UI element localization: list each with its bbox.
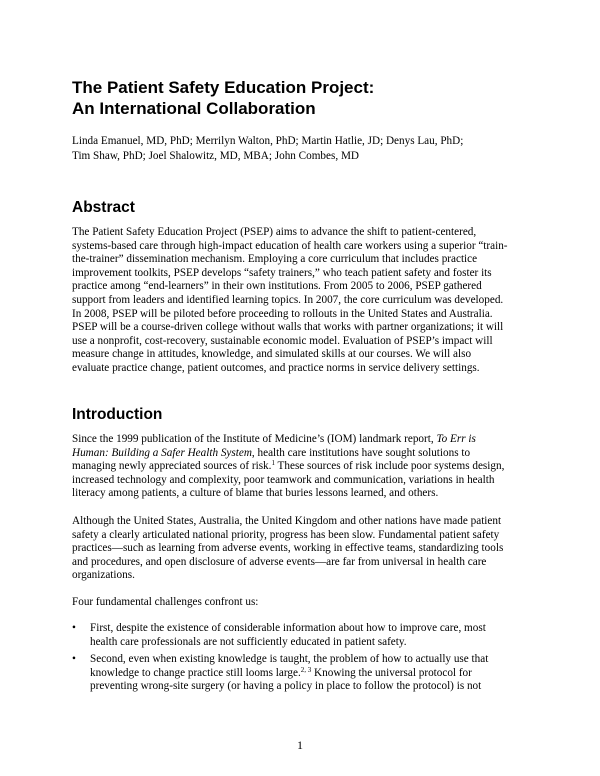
footnote-ref: 1: [271, 459, 275, 468]
text-run: , health care institutions have sought solutions to: [251, 446, 471, 459]
bullet2-line-1: Second, even when existing knowledge is taught, the problem of how to actually use that: [90, 653, 489, 666]
introduction-heading: Introduction: [72, 406, 163, 423]
intro-p2-line: organizations.: [72, 569, 135, 582]
intro-p2-line: safety a clearly articulated national priority, progress has been slow. Fundamental patient safety: [72, 528, 500, 541]
intro-p1-line-3: [72, 460, 532, 474]
report-title-italic: Human: Building a Safer Health System: [72, 446, 252, 459]
text-run: managing newly appreciated sources of risk.: [72, 460, 272, 473]
text-run: Knowing the universal protocol for: [311, 666, 472, 679]
intro-p2-line: and procedures, and open disclosure of adverse events—are far from universal in health care: [72, 555, 487, 568]
authors-line-1: Linda Emanuel, MD, PhD; Merrilyn Walton, PhD; Martin Hatlie, JD; Denys Lau, PhD;: [72, 135, 464, 147]
list-item: [72, 622, 532, 649]
footnote-ref: 2, 3: [300, 665, 312, 674]
bullet-icon: •: [72, 622, 76, 634]
title-line-2: An International Collaboration: [72, 99, 316, 118]
text-run: Since the 1999 publication of the Institute of Medicine’s (IOM) landmark report,: [72, 433, 437, 445]
intro-p1-line-5: literacy among patients, a culture of blame that buries lessons learned, and others.: [72, 487, 439, 500]
title-line-1: The Patient Safety Education Project:: [72, 78, 375, 97]
paper-title: [72, 77, 532, 119]
intro-paragraph-3: Four fundamental challenges confront us:: [72, 596, 259, 608]
bullet1-line-2: health care professionals are not sufficiently educated in patient safety.: [90, 635, 407, 648]
abstract-line: evaluate practice change, patient outcomes, and practice norms in service delivery settings.: [72, 361, 480, 374]
intro-p1-line-2: [72, 447, 532, 461]
authors-line-2: Tim Shaw, PhD; Joel Shalowitz, MD, MBA; John Combes, MD: [72, 150, 359, 162]
abstract-line: In 2008, PSEP will be piloted before proceeding to rollouts in the United States and Australia.: [72, 307, 493, 320]
intro-p2-line: practices—such as learning from adverse events, working in effective teams, standardizing tools: [72, 542, 504, 555]
intro-p2-line: Although the United States, Australia, the United Kingdom and other nations have made patient: [72, 515, 502, 527]
abstract-line: improvement toolkits, PSEP develops “safety trainers,” who teach patient safety and foster its: [72, 266, 492, 279]
abstract-paragraph: [72, 226, 532, 376]
abstract-line: PSEP will be a course-driven college without walls that works with partner organizations; it will: [72, 321, 504, 334]
text-run: knowledge to change practice still looms large.: [90, 666, 301, 679]
intro-paragraph-2: [72, 515, 532, 583]
intro-paragraph-1: [72, 433, 532, 501]
intro-p1-line-1: [72, 433, 532, 447]
abstract-line: the-trainer” dissemination mechanism. Employing a core curriculum that includes practice: [72, 253, 478, 266]
bullet1-line-1: First, despite the existence of considerable information about how to improve care, most: [90, 622, 486, 634]
abstract-line: The Patient Safety Education Project (PSEP) aims to advance the shift to patient-centered,: [72, 226, 477, 238]
abstract-heading: Abstract: [72, 199, 135, 216]
list-item: [72, 653, 532, 694]
challenges-list: [72, 622, 532, 698]
abstract-line: systems-based care through high-impact education of health care workers using a superior “train-: [72, 239, 508, 252]
abstract-line: use a nonprofit, cost-recovery, sustainable economic model. Evaluation of PSEP’s impact will: [72, 334, 493, 347]
abstract-line: support from leaders and identified learning topics. In 2007, the core curriculum was developed.: [72, 293, 504, 306]
page-number: 1: [297, 738, 303, 752]
bullet-icon: •: [72, 653, 76, 666]
bullet2-line-3: preventing wrong-site surgery (or having a policy in place to follow the protocol) is not: [90, 680, 482, 693]
abstract-line: practice among “end-learners” in their own institutions. From 2005 to 2006, PSEP gathered: [72, 280, 482, 293]
bullet2-line-2: [90, 667, 532, 681]
abstract-line: measure change in attitudes, knowledge, and simulated skills at our courses. We will also: [72, 348, 472, 361]
intro-p1-line-4: increased technology and complexity, poor teamwork and communication, variations in health: [72, 473, 495, 486]
text-run: These sources of risk include poor systems design,: [274, 460, 505, 473]
report-title-italic: To Err is: [436, 433, 476, 445]
author-list: [72, 134, 532, 164]
